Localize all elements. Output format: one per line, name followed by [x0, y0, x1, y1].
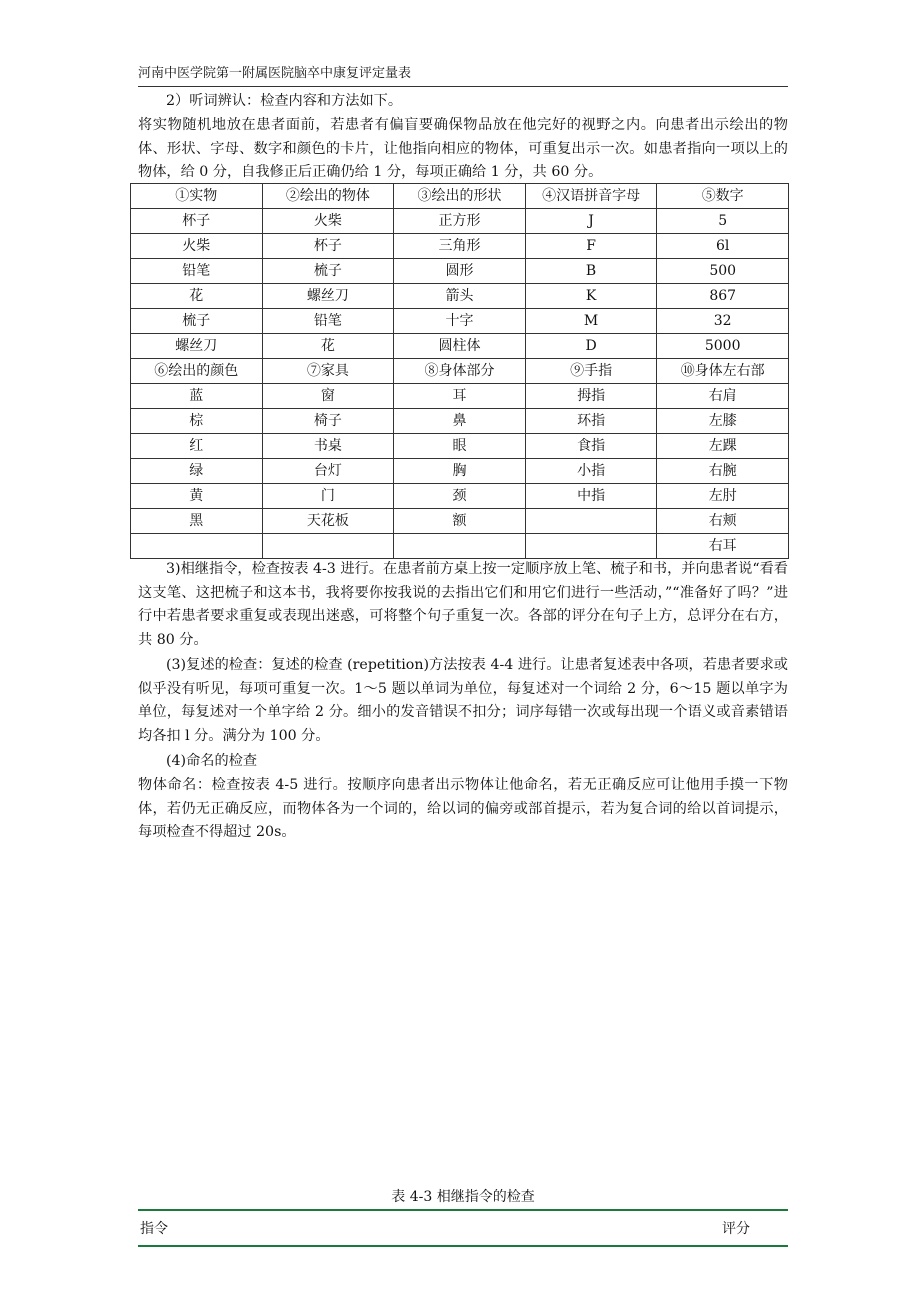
- table-cell: ③绘出的形状: [394, 184, 526, 209]
- table-cell: 绿: [131, 459, 263, 484]
- table-cell: 螺丝刀: [262, 284, 394, 309]
- naming-section-body: 物体命名：检查按表 4-5 进行。按顺序向患者出示物体让他命名，若无正确反应可让他用手摸一下物体，若仍无正确反应，而物体各为一个词的，给以词的偏旁或部首提示，若为复合词的给以首词提示，每项检查不得超过 20s。: [138, 777, 788, 840]
- table-cell: 胸: [394, 459, 526, 484]
- table-row: [131, 484, 789, 509]
- table-cell: 耳: [394, 384, 526, 409]
- table-cell: 铅笔: [262, 309, 394, 334]
- table-cell: [262, 534, 394, 559]
- table-cell: 5000: [657, 334, 789, 359]
- table-row: [131, 284, 789, 309]
- table-cell: 火柴: [262, 209, 394, 234]
- repetition-paragraph: (3)复述的检查：复述的检查 (repetition)方法按表 4-4 进行。让患者复述表中各项，若患者要求或似乎没有听见，每项可重复一次。1～5 题以单词为单位，每复述对一个词给 2 分，6～15 题以单字为单位，每复述对一个单字给 2 分。细小的发音错误不扣分；词序每错一次或每出现一个语义或音素错语均各扣 l 分。满分为 100 分。: [138, 657, 788, 744]
- table-cell: 梳子: [131, 309, 263, 334]
- table-cell: 黄: [131, 484, 263, 509]
- table-4-3-col-score: 评分: [722, 1221, 750, 1237]
- table-4-3-caption: 表 4-3 相继指令的检查: [391, 1189, 535, 1205]
- table-cell: 拇指: [525, 384, 657, 409]
- table-row: [131, 409, 789, 434]
- table-cell: 蓝: [131, 384, 263, 409]
- listen-section-title: 2）听词辨认：检查内容和方法如下。: [166, 93, 403, 109]
- table-cell: 额: [394, 509, 526, 534]
- table-row: [131, 359, 789, 384]
- table-cell: 眼: [394, 434, 526, 459]
- table-cell: 小指: [525, 459, 657, 484]
- table-cell: M: [525, 309, 657, 334]
- table-cell: 十字: [394, 309, 526, 334]
- table-cell: 书桌: [262, 434, 394, 459]
- table-cell: 颈: [394, 484, 526, 509]
- naming-section-title: (4)命名的检查: [166, 753, 258, 769]
- table-cell: 火柴: [131, 234, 263, 259]
- table-cell: ⑤数字: [657, 184, 789, 209]
- table-cell: 红: [131, 434, 263, 459]
- table-cell: 右肩: [657, 384, 789, 409]
- table-row: [131, 509, 789, 534]
- table-cell: 6l: [657, 234, 789, 259]
- table-cell: 窗: [262, 384, 394, 409]
- table-cell: ⑨手指: [525, 359, 657, 384]
- table-cell: ⑩身体左右部: [657, 359, 789, 384]
- table-cell: [394, 534, 526, 559]
- table-row: [131, 184, 789, 209]
- table-cell: 花: [262, 334, 394, 359]
- table-cell: 箭头: [394, 284, 526, 309]
- table-cell: J: [525, 209, 657, 234]
- listen-items-table: [130, 183, 789, 559]
- table-cell: 黑: [131, 509, 263, 534]
- table-cell: 左肘: [657, 484, 789, 509]
- table-cell: 棕: [131, 409, 263, 434]
- table-cell: 天花板: [262, 509, 394, 534]
- table-cell: 梳子: [262, 259, 394, 284]
- table-row: [131, 534, 789, 559]
- table-cell: ⑦家具: [262, 359, 394, 384]
- table-cell: 圆形: [394, 259, 526, 284]
- table-cell: 杯子: [131, 209, 263, 234]
- table-cell: 螺丝刀: [131, 334, 263, 359]
- table-cell: 花: [131, 284, 263, 309]
- table-row: [131, 309, 789, 334]
- table-cell: 铅笔: [131, 259, 263, 284]
- table-cell: 右颊: [657, 509, 789, 534]
- table-cell: 三角形: [394, 234, 526, 259]
- table-cell: [525, 509, 657, 534]
- table-cell: 右腕: [657, 459, 789, 484]
- table-cell: 台灯: [262, 459, 394, 484]
- table-cell: 5: [657, 209, 789, 234]
- table-cell: [131, 534, 263, 559]
- table-cell: ④汉语拼音字母: [525, 184, 657, 209]
- table-cell: F: [525, 234, 657, 259]
- table-cell: ⑥绘出的颜色: [131, 359, 263, 384]
- table-cell: ①实物: [131, 184, 263, 209]
- table-row: [131, 259, 789, 284]
- table-row: [131, 234, 789, 259]
- table-cell: 中指: [525, 484, 657, 509]
- table-cell: D: [525, 334, 657, 359]
- table-cell: 杯子: [262, 234, 394, 259]
- table-row: [131, 434, 789, 459]
- table-4-3-header-rule: [138, 1245, 788, 1247]
- table-cell: [525, 534, 657, 559]
- sequential-command-paragraph: 3)相继指令，检查按表 4-3 进行。在患者前方桌上按一定顺序放上笔、梳子和书，并向患者说“看看这支笔、这把梳子和这本书，我将要你按我说的去指出它们和用它们进行一些活动，”“准备好了吗？”进行中若患者要求重复或表现出迷惑，可将整个句子重复一次。各部的评分在句子上方，总评分在右方，共 80 分。: [138, 561, 788, 648]
- table-row: [131, 384, 789, 409]
- table-cell: 食指: [525, 434, 657, 459]
- table-cell: 圆柱体: [394, 334, 526, 359]
- table-cell: 正方形: [394, 209, 526, 234]
- table-cell: ⑧身体部分: [394, 359, 526, 384]
- table-cell: B: [525, 259, 657, 284]
- table-cell: 867: [657, 284, 789, 309]
- table-row: [131, 459, 789, 484]
- table-cell: 左踝: [657, 434, 789, 459]
- table-cell: 门: [262, 484, 394, 509]
- table-cell: K: [525, 284, 657, 309]
- table-4-3-col-command: 指令: [140, 1221, 168, 1237]
- table-cell: 500: [657, 259, 789, 284]
- listen-section-body: 将实物随机地放在患者面前，若患者有偏盲要确保物品放在他完好的视野之内。向患者出示绘出的物体、形状、字母、数字和颜色的卡片，让他指向相应的物体，可重复出示一次。如患者指向一项以上的物体，给 0 分，自我修正后正确仍给 1 分，每项正确给 1 分，共 60 分。: [138, 117, 788, 180]
- table-cell: 32: [657, 309, 789, 334]
- table-row: [131, 209, 789, 234]
- page-header: 河南中医学院第一附属医院脑卒中康复评定量表: [138, 64, 788, 87]
- table-cell: 环指: [525, 409, 657, 434]
- table-cell: 右耳: [657, 534, 789, 559]
- table-cell: 左膝: [657, 409, 789, 434]
- table-cell: ②绘出的物体: [262, 184, 394, 209]
- table-cell: 椅子: [262, 409, 394, 434]
- table-cell: 鼻: [394, 409, 526, 434]
- table-4-3-top-rule: [138, 1209, 788, 1211]
- table-row: [131, 334, 789, 359]
